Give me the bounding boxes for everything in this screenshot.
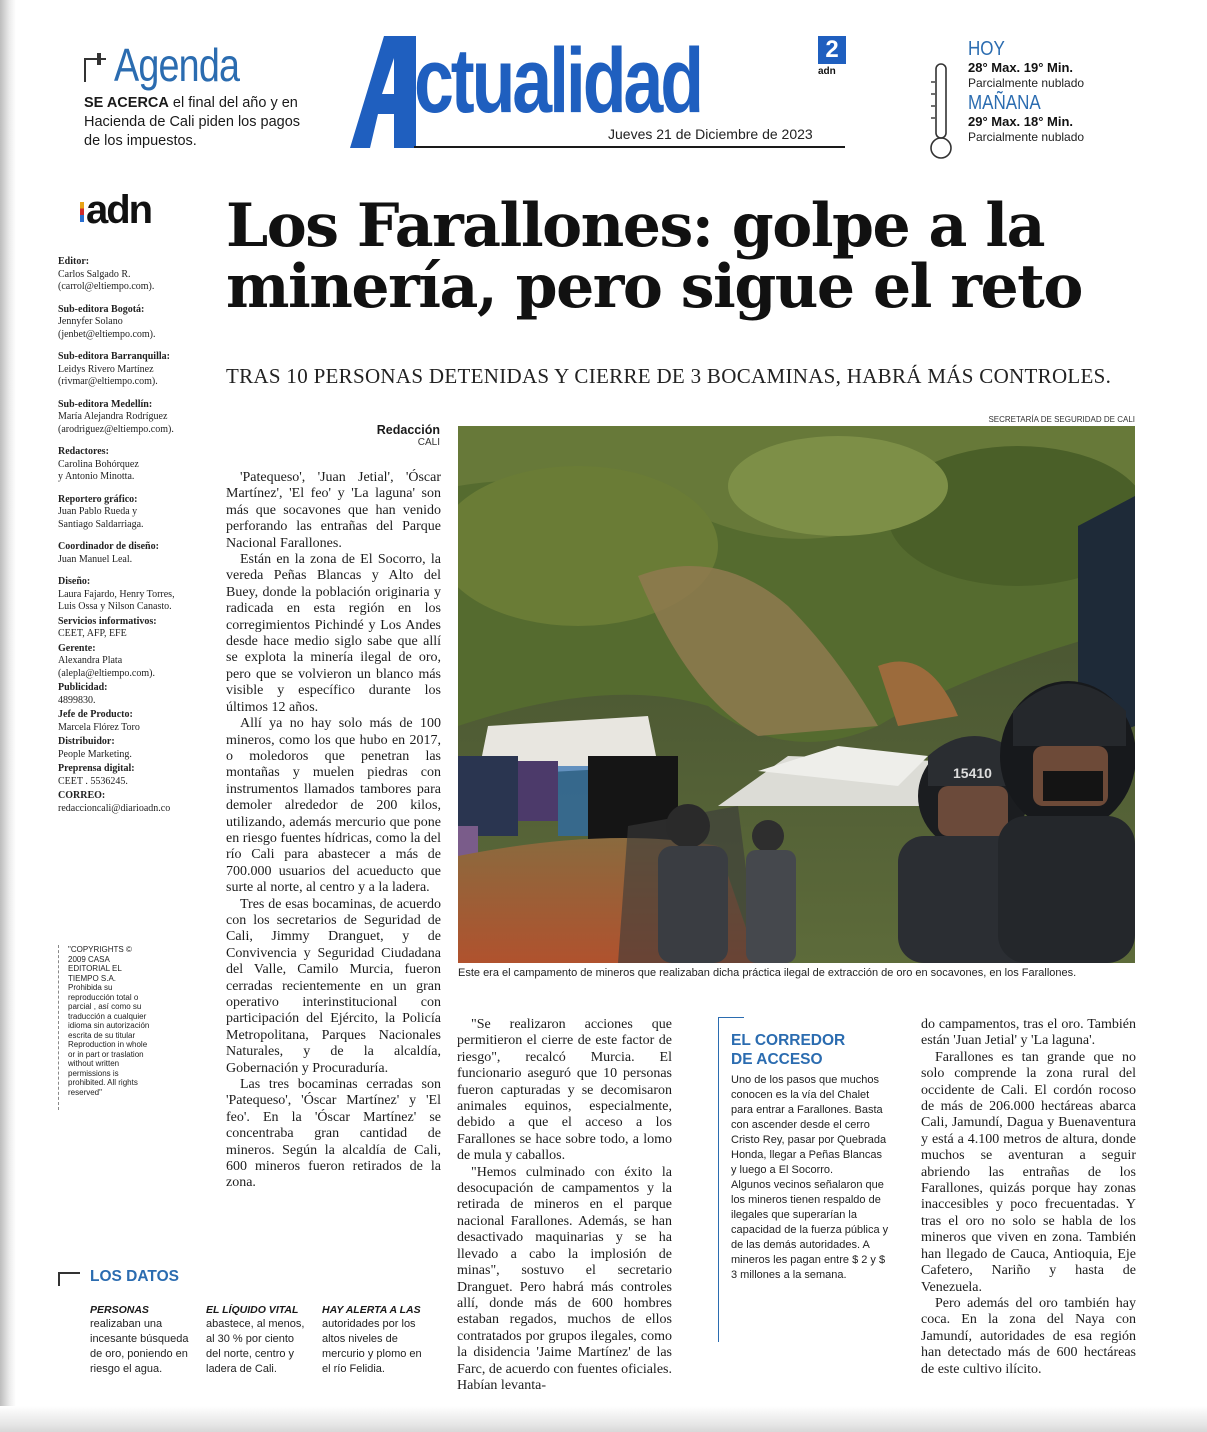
byline-location: CALI — [417, 437, 440, 448]
agenda-box — [84, 38, 314, 151]
credit-role: Preprensa digital: — [58, 763, 135, 774]
copyright-notice: "COPYRIGHTS © 2009 CASA EDITORIAL EL TIEMPO S.A. Prohibida su reproducción total o parcial , así como su traducción a cualquier idioma sin autorización escrita de su titular Reproduction in whole or in part or traslation without written permissions is prohibited. All rights reserved" — [68, 945, 150, 1097]
credit-name: Alexandra Plata — [58, 655, 123, 666]
datos-title: LOS DATOS — [90, 1268, 179, 1285]
dato-item — [90, 1303, 195, 1377]
credit-role: Sub-editora Medellín: — [58, 398, 153, 410]
credit-role: Sub-editora Barranquilla: — [58, 351, 170, 362]
credit-name: (rivmar@eltiempo.com). — [58, 376, 158, 387]
credit-name: Juan Pablo Rueda y — [58, 506, 138, 517]
subheadline: TRAS 10 PERSONAS DETENIDAS Y CIERRE DE 3 BOCAMINAS, HABRÁ MÁS CONTROLES. — [226, 364, 1112, 388]
paragraph: do campamentos, tras el oro. También están 'Juan Jetial' y 'La laguna'. — [921, 1017, 1136, 1049]
agenda-title: Agenda — [114, 39, 240, 91]
paragraph: Farallones es tan grande que no solo comprende la zona rural del occidente de Cali. El cordón rocoso de más de 206.000 hectáreas abarca Cali, Jamundí, Dagua y Buenaventura y está a 4.100 metros de altura, donde muchos se aventuran a seguir abriendo las entrañas de los Farallones, quizás porque hay zonas inaccesibles y poco frecuentadas. Y tras el oro no solo se habla de los mineros que viven en zona. También han llegado de Cauca, Antioquia, Eje Cafetero, Nariño y hasta de Venezuela. — [921, 1049, 1136, 1295]
credit-name: (alepla@eltiempo.com). — [58, 667, 155, 679]
mining-camp-photo — [458, 426, 1135, 963]
sidebar-box-corredor — [718, 1017, 896, 1342]
corredor-text-2: Algunos vecinos señalaron que los mineros tienen respaldo de ilegales que superarían la capacidad de la fuerza pública y de las demás autoridades. A mineros les pagan entre $ 2 y $ 3 millones a la semana. — [731, 1179, 889, 1281]
paragraph: Pero además del oro también hay coca. En la zona del Naya con Jamundí, autoridades de esa región han detectado más de 600 hectáreas de este cultivo ilícito. — [921, 1295, 1136, 1377]
corredor-text-1: Uno de los pasos que muchos conocen es la vía del Chalet para entrar a Farallones. Basta con ascender desde el cerro Cristo Rey, pasar por Quebrada Honda, llegar a Peñas Blancas y luego a El Socorro. — [731, 1074, 887, 1176]
paragraph: Allí ya no hay solo más de 100 mineros, como los que hubo en 2017, o moledoros que penetran las montañas y muelen piedras con instrumentos llamados tambores para demoler alrededor de 200 kilos, utilizando, además mercurio que pone en riesgo fuentes hídricas, como la del río Cali para abastecer a más de 700.000 usuarios del acueducto que surte al norte, al centro y a la ladera. — [226, 716, 441, 896]
credit-role: Diseño: — [58, 576, 91, 587]
dato-text: abastece, al menos, al 30 % por ciento del norte, centro y ladera de Cali. — [206, 1318, 305, 1375]
headline: Los Farallones: golpe a la minería, pero sigue el reto — [226, 191, 1082, 322]
page-bottom-shadow — [0, 1406, 1207, 1432]
credit-name: Leidys Rivero Martínez — [58, 363, 154, 375]
masthead-rule — [414, 146, 845, 148]
masthead-a-logo — [350, 36, 416, 148]
credit-name: María Alejandra Rodríguez — [58, 411, 168, 422]
edition-date: Jueves 21 de Diciembre de 2023 — [608, 126, 813, 142]
corredor-title: EL CORREDOR DE ACCESO — [731, 1032, 846, 1068]
masthead — [350, 30, 845, 151]
weather-tomorrow-label: MAÑANA — [968, 92, 1041, 114]
credit-role: Jefe de Producto: — [58, 709, 133, 720]
credit-name: CEET . 5536245. — [58, 775, 128, 787]
weather-box — [928, 38, 1128, 144]
page-number: 2 — [818, 36, 846, 64]
paragraph: Están en la zona de El Socorro, la vereda Peñas Blancas y Alto del Buey, donde la población originaria y radicada en esta región en los corregimientos Pichindé y Los Andes desde hace medio siglo sabe que allí se explota la minería ilegal de oro, pero que se volvieron un blanco más visible y específico durante los últimos 12 años. — [226, 552, 441, 715]
credit-name: (jenbet@eltiempo.com). — [58, 328, 156, 340]
paragraph: Las tres bocaminas cerradas son 'Patequeso', 'Óscar Martínez' y 'El feo'. En la 'Óscar Martínez' se concentraba gran cantidad de mineros. Según la alcaldía de Cali, 600 mineros fueron retirados de la zona. — [226, 1077, 441, 1191]
credit-role: Sub-editora Bogotá: — [58, 303, 145, 315]
helmet-number: 15410 — [953, 765, 992, 781]
paragraph: "Hemos culminado con éxito la desocupación de campamentos y la retirada de mineros en el parque nacional Farallones. Además, se han desactivado maquinarias y se ha llevado a cabo la implosión de minas", sostuvo el secretario Dranguet. Pero habrá más controles allí, donde más de 600 hombres estaban regados, muchos de ellos contratados por grupos ilegales, como la disidencia 'Jaime Martínez' de las Farc, de acuerdo con fuentes oficiales. Habían levanta- — [457, 1164, 672, 1393]
dato-text: autoridades por los altos niveles de mercurio y plomo en el río Felidia. — [322, 1318, 422, 1375]
credit-role: Publicidad: — [58, 682, 108, 693]
credit-role: Reportero gráfico: — [58, 493, 138, 505]
weather-today-temp: 28° Max. 19° Min. — [968, 60, 1074, 75]
copyright-divider — [58, 945, 59, 1110]
article-column-1 — [226, 470, 441, 1192]
credit-name: Laura Fajardo, Henry Torres, — [58, 588, 175, 600]
credit-role: Redactores: — [58, 446, 109, 457]
credit-role: Editor: — [58, 256, 90, 267]
credit-name: (carrol@eltiempo.com). — [58, 281, 155, 292]
credit-name: Carlos Salgado R. — [58, 268, 131, 280]
agenda-bracket-icon — [84, 58, 106, 82]
paragraph: "Se realizaron acciones que permitieron el cierre de este factor de riesgo", recalcó Murcia. El funcionario aseguró que 10 personas fueron capturadas y se decomisaron animales equinos, especialmente, debido a que el acceso a los Farallones se hace sobre todo, a lomo de mula y caballos. — [457, 1017, 672, 1164]
credit-name: y Antonio Minotta. — [58, 471, 135, 482]
credit-role: CORREO: — [58, 790, 106, 801]
credit-name: Juan Manuel Leal. — [58, 553, 133, 565]
weather-tomorrow-desc: Parcialmente nublado — [968, 130, 1085, 144]
credit-role: Servicios informativos: — [58, 615, 157, 627]
agenda-text: SE ACERCA el final del año y en Hacienda de Cali piden los pagos de los impuestos. — [84, 95, 301, 149]
page-gutter-shadow — [0, 0, 16, 1432]
dato-text: realizaban una incesante búsqueda de oro, poniendo en riesgo el agua. — [90, 1318, 189, 1375]
credit-name: People Marketing. — [58, 748, 132, 760]
adn-logo: adn — [80, 196, 160, 230]
byline — [340, 423, 440, 448]
masthead-title: ctualidad — [414, 30, 701, 132]
dato-item — [206, 1303, 311, 1377]
paragraph: 'Patequeso', 'Juan Jetial', 'Óscar Martínez', 'El feo' y 'La laguna' son más que socavones que han venido perforando las entrañas del Parque Nacional Farallones. — [226, 470, 441, 551]
paragraph: Tres de esas bocaminas, de acuerdo con los secretarios de Seguridad de Cali, Jimmy Dranguet, y de Convivencia y Seguridad Ciudadana del Valle, Camilo Murcia, fueron cerradas recientemente en un gran operativo interinstitucional con participación del Ejército, la Policía Metropolitana, Parques Nacionales Naturales, y de la alcaldía, Gobernación y Procuraduría. — [226, 896, 441, 1076]
article-column-4 — [921, 1017, 1136, 1378]
byline-author: Redacción — [376, 423, 440, 437]
credit-name: (arodriguez@eltiempo.com). — [58, 423, 174, 435]
weather-today-label: HOY — [968, 38, 1005, 60]
datos-bracket-icon — [58, 1272, 80, 1286]
weather-today-desc: Parcialmente nublado — [968, 76, 1085, 90]
credit-name: Santiago Saldarriaga. — [58, 518, 144, 530]
credit-name: Luis Ossa y Nilson Canasto. — [58, 601, 172, 612]
credit-name: 4899830. — [58, 694, 96, 706]
credit-role: Coordinador de diseño: — [58, 541, 159, 552]
dato-heading: EL LÍQUIDO VITAL — [206, 1304, 299, 1316]
article-column-2 — [457, 1017, 672, 1394]
dato-item — [322, 1303, 427, 1377]
credit-name: redaccioncali@diarioadn.co — [58, 802, 171, 814]
credit-name: Jennyfer Solano — [58, 316, 123, 327]
dato-heading: PERSONAS — [90, 1304, 149, 1316]
credit-name: CEET, AFP, EFE — [58, 628, 127, 639]
staff-credits — [58, 256, 190, 815]
thermometer-icon — [928, 62, 954, 162]
weather-tomorrow-temp: 29° Max. 18° Min. — [968, 114, 1074, 129]
dato-heading: HAY ALERTA A LAS — [322, 1304, 421, 1316]
credit-role: Gerente: — [58, 642, 96, 654]
masthead-brand: adn — [818, 66, 836, 77]
credit-name: Marcela Flórez Toro — [58, 721, 140, 733]
credit-role: Distribuidor: — [58, 736, 115, 747]
photo-credit: SECRETARÍA DE SEGURIDAD DE CALI — [988, 415, 1135, 424]
news-photo — [458, 426, 1135, 963]
credit-name: Carolina Bohórquez — [58, 458, 139, 470]
photo-caption: Este era el campamento de mineros que realizaban dicha práctica ilegal de extracción de oro en socavones, en los Farallones. — [458, 967, 1077, 979]
